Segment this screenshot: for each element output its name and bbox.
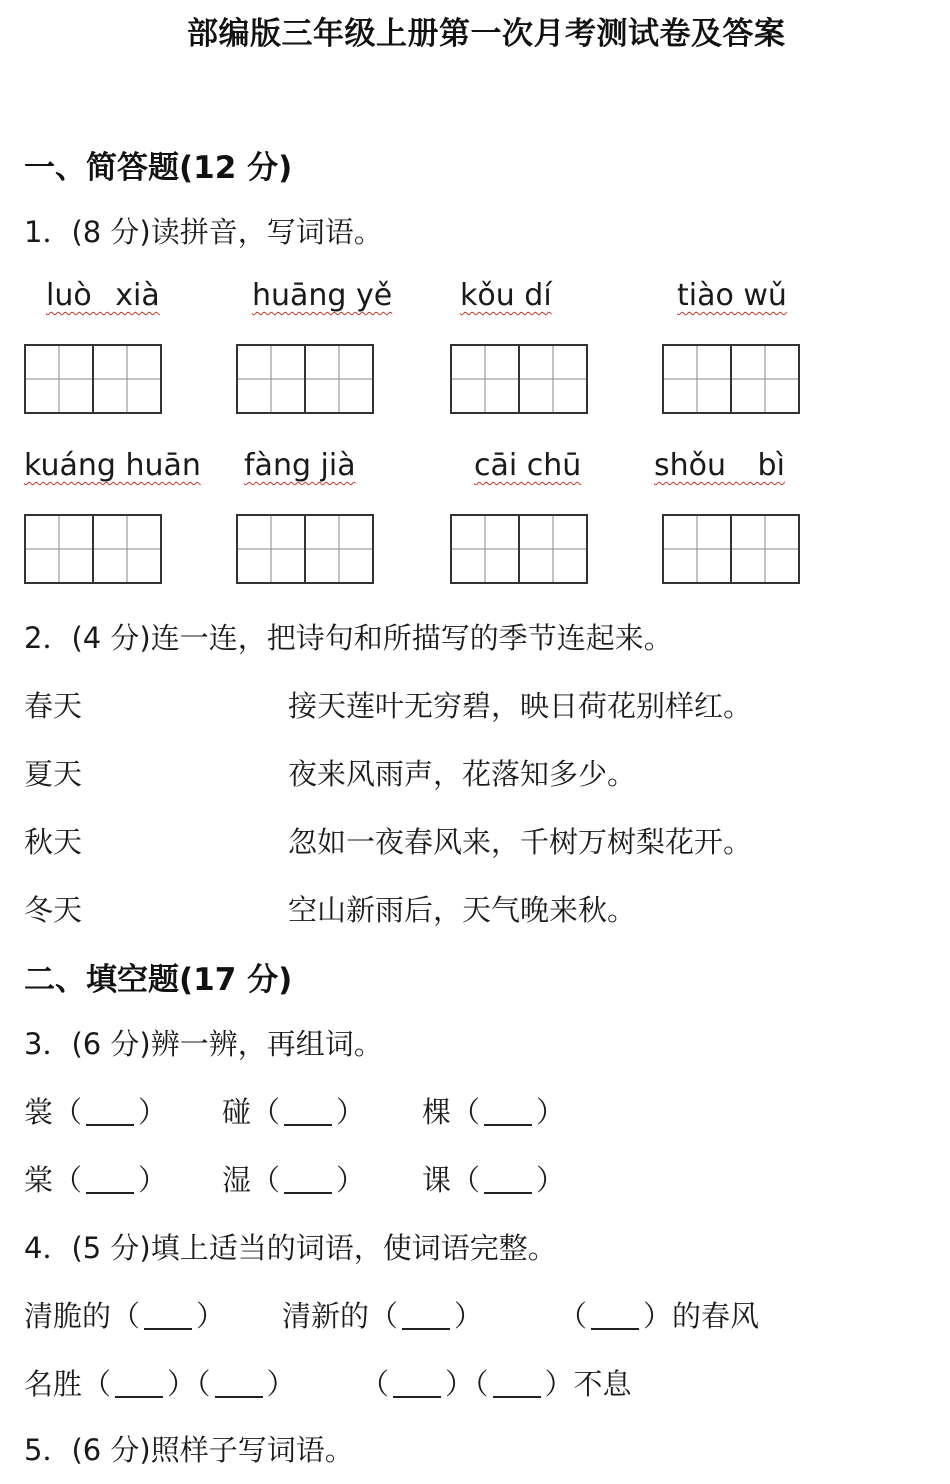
q4-item: 清新的（ ） [282, 1299, 484, 1333]
answer-blank[interactable] [144, 1302, 192, 1330]
writing-grid[interactable] [662, 514, 800, 584]
poem-2: 夜来风雨声，花落知多少。 [288, 757, 637, 791]
q3-char: 棠 [24, 1163, 54, 1197]
section2-heading: 二、填空题(17 分) [24, 962, 293, 998]
answer-blank[interactable] [402, 1302, 450, 1330]
q3-item: 棵（ ） [422, 1095, 566, 1129]
q3-item: 课（ ） [422, 1163, 566, 1197]
poem-3: 忽如一夜春风来，千树万树梨花开。 [288, 825, 753, 859]
pinyin-huang-ye: huāng yě [252, 278, 393, 313]
q3-item: 裳（ ） [24, 1095, 168, 1129]
answer-blank[interactable] [284, 1098, 332, 1126]
q3-char: 棵 [422, 1095, 452, 1129]
grid-cell[interactable] [92, 344, 162, 414]
q4-item: （ ）（ ）不息 [360, 1367, 632, 1401]
q3-char: 课 [422, 1163, 452, 1197]
writing-grid[interactable] [450, 514, 588, 584]
grid-cell[interactable] [730, 514, 800, 584]
q3-item: 碰（ ） [222, 1095, 366, 1129]
grid-cell[interactable] [304, 344, 374, 414]
answer-blank[interactable] [86, 1166, 134, 1194]
q4-item: 清脆的（ ） [24, 1299, 226, 1333]
pinyin-fang-jia: fàng jià [244, 448, 356, 483]
section1-heading: 一、简答题(12 分) [24, 150, 293, 186]
writing-grid[interactable] [662, 344, 800, 414]
q1-prompt: 1．(8 分)读拼音，写词语。 [24, 215, 383, 249]
pinyin-kou-di: kǒu dí [460, 278, 552, 313]
answer-blank[interactable] [493, 1370, 541, 1398]
q3-char: 裳 [24, 1095, 54, 1129]
q3-prompt: 3．(6 分)辨一辨，再组词。 [24, 1027, 383, 1061]
grid-cell[interactable] [662, 514, 732, 584]
q3-item: 湿（ ） [222, 1163, 366, 1197]
grid-cell[interactable] [518, 514, 588, 584]
grid-cell[interactable] [92, 514, 162, 584]
answer-blank[interactable] [393, 1370, 441, 1398]
answer-blank[interactable] [215, 1370, 263, 1398]
season-winter: 冬天 [24, 893, 83, 927]
grid-cell[interactable] [24, 514, 94, 584]
grid-cell[interactable] [662, 344, 732, 414]
answer-blank[interactable] [591, 1302, 639, 1330]
pinyin-kuang-huan: kuáng huān [24, 448, 201, 483]
q4-text: 名胜 [24, 1367, 83, 1401]
answer-blank[interactable] [86, 1098, 134, 1126]
q4-prompt: 4．(5 分)填上适当的词语，使词语完整。 [24, 1231, 557, 1265]
grid-cell[interactable] [304, 514, 374, 584]
q4-item: 名胜（ ）（ ） [24, 1367, 296, 1401]
q4-text: 清新的 [282, 1299, 370, 1333]
answer-blank[interactable] [484, 1098, 532, 1126]
writing-grid[interactable] [450, 344, 588, 414]
pinyin-luo-xia: luò xià [46, 278, 160, 313]
answer-blank[interactable] [284, 1166, 332, 1194]
writing-grid[interactable] [24, 344, 162, 414]
answer-blank[interactable] [484, 1166, 532, 1194]
grid-cell[interactable] [730, 344, 800, 414]
pinyin-cai-chu: cāi chū [474, 448, 582, 483]
q3-char: 碰 [222, 1095, 252, 1129]
poem-4: 空山新雨后，天气晚来秋。 [288, 893, 637, 927]
document-title: 部编版三年级上册第一次月考测试卷及答案 [187, 16, 786, 52]
q4-item: （ ）的春风 [558, 1299, 760, 1333]
q3-char: 湿 [222, 1163, 252, 1197]
writing-grid[interactable] [24, 514, 162, 584]
writing-grid[interactable] [236, 514, 374, 584]
q5-prompt: 5．(6 分)照样子写词语。 [24, 1433, 354, 1467]
grid-cell[interactable] [24, 344, 94, 414]
grid-cell[interactable] [450, 514, 520, 584]
q4-text: 不息 [573, 1367, 632, 1401]
season-summer: 夏天 [24, 757, 83, 791]
q4-text: 清脆的 [24, 1299, 112, 1333]
writing-grid[interactable] [236, 344, 374, 414]
q3-item: 棠（ ） [24, 1163, 168, 1197]
pinyin-shou-bi: shǒu bì [654, 448, 785, 483]
season-spring: 春天 [24, 689, 83, 723]
grid-cell[interactable] [236, 514, 306, 584]
grid-cell[interactable] [450, 344, 520, 414]
season-autumn: 秋天 [24, 825, 83, 859]
pinyin-tiao-wu: tiào wǔ [677, 278, 787, 313]
grid-cell[interactable] [518, 344, 588, 414]
answer-blank[interactable] [115, 1370, 163, 1398]
grid-cell[interactable] [236, 344, 306, 414]
q2-prompt: 2．(4 分)连一连，把诗句和所描写的季节连起来。 [24, 621, 673, 655]
poem-1: 接天莲叶无穷碧，映日荷花别样红。 [288, 689, 753, 723]
q4-text: 的春风 [672, 1299, 760, 1333]
